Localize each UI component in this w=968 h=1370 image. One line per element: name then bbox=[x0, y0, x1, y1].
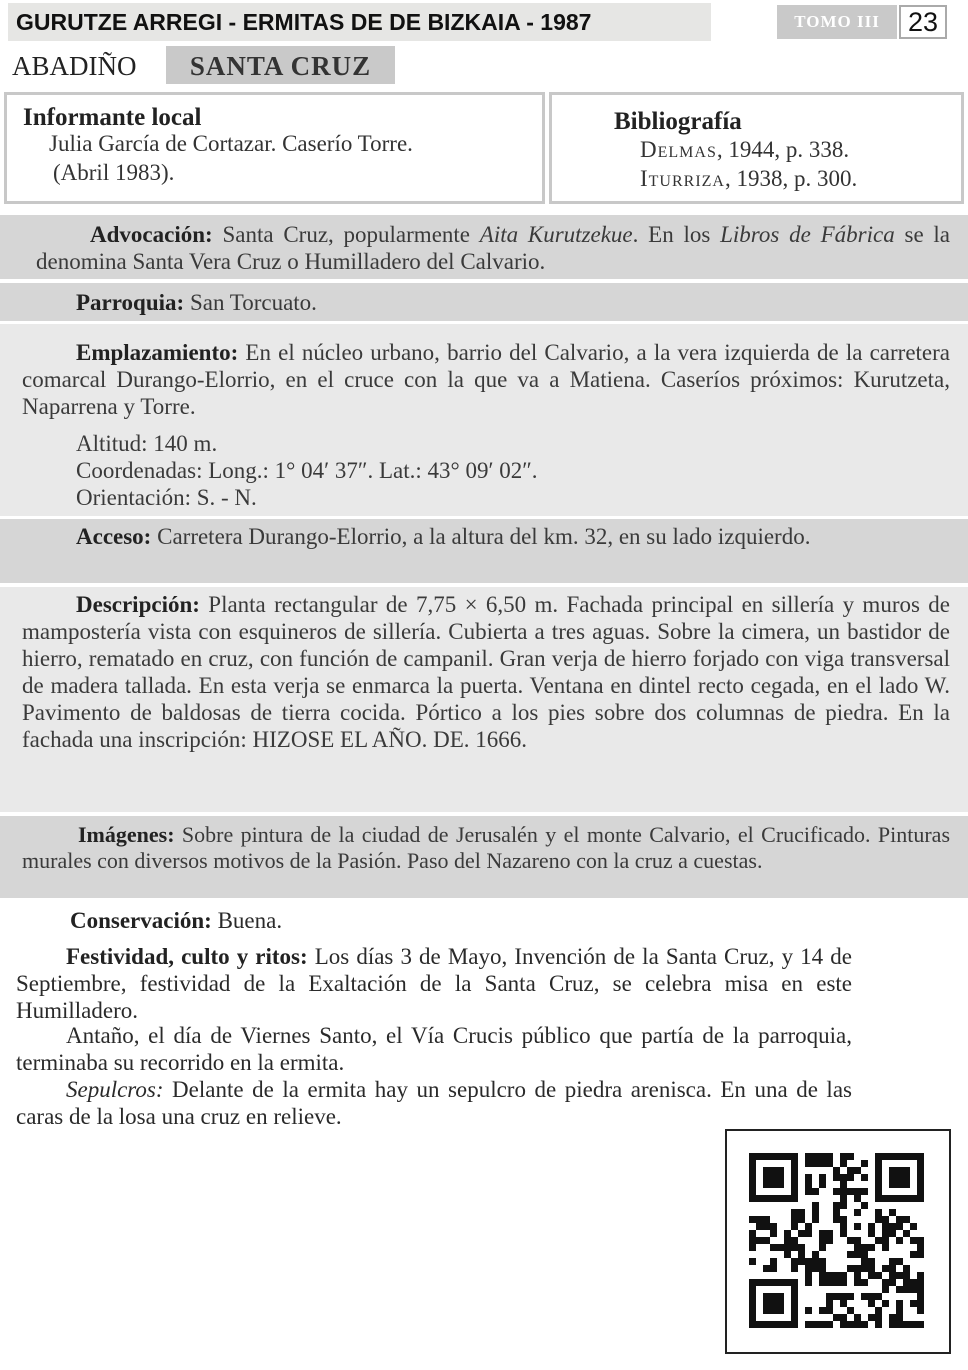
festividad-value: Los días 3 de Mayo, Invención de la Santa Cruz, y 14 de Septiembre, festividad de la Exaltación de la Santa Cruz, se celebra misa en este Humilladero. bbox=[16, 944, 852, 1023]
parroquia-label: Parroquia: bbox=[76, 290, 185, 315]
bibliography-ref-1 bbox=[640, 135, 849, 165]
orientacion: Orientación: S. - N. bbox=[76, 485, 257, 510]
advocacion-label: Advocación: bbox=[90, 222, 213, 247]
imagenes-section bbox=[0, 816, 968, 898]
acceso-value: Carretera Durango-Elorrio, a la altura del km. 32, en su lado izquierdo. bbox=[151, 524, 811, 549]
advocacion-popular-name: Aita Kurutzekue bbox=[479, 222, 633, 247]
imagenes-value: Sobre pintura de la ciudad de Jerusalén y el monte Calvario, el Crucificado. Pinturas murales con diversos motivos de la Pasión. Paso del Nazareno con la cruz a cuestas. bbox=[22, 822, 950, 873]
conservacion-value: Buena. bbox=[211, 908, 283, 933]
informant-line-1: Julia García de Cortazar. Caserío Torre. bbox=[49, 131, 413, 156]
advocacion-section bbox=[0, 215, 968, 279]
acceso-section bbox=[0, 519, 968, 583]
bibliography-heading: Bibliografía bbox=[614, 108, 742, 135]
parroquia-value: San Torcuato. bbox=[184, 290, 317, 315]
festividad-paragraph-2: Antaño, el día de Viernes Santo, el Vía Crucis público que partía de la parroquia, terminaba su recorrido en la ermita. bbox=[16, 1023, 852, 1075]
festividad-label: Festividad, culto y ritos: bbox=[66, 944, 308, 969]
emplazamiento-text bbox=[22, 339, 950, 420]
volume-label: TOMO III bbox=[777, 5, 897, 39]
sepulcros-label: Sepulcros: bbox=[66, 1077, 164, 1102]
informant-box bbox=[4, 92, 545, 204]
informant-heading: Informante local bbox=[23, 104, 202, 131]
informant-line-2: (Abril 1983). bbox=[53, 160, 175, 185]
descripcion-value: Planta rectangular de 7,75 × 6,50 m. Fachada principal en sillería y muros de mampostería vista con esquineros de sillería. Cubierta a tres aguas. Sobre la cimera, un bastidor de hierro, rematado en cruz, con función de campanil. Gran verja de hierro forjado con viga transversal de madera tallada. En esta verja se enmarca la puerta. Ventana en dintel recto cegada, en el lado W. Pavimento de baldosas de tierra cocida. Pórtico a los pies sobre dos columnas de piedra. En la fachada una inscripción: HIZOSE EL AÑO. DE. 1666. bbox=[22, 592, 950, 752]
advocacion-t1: Santa Cruz, popularmente bbox=[212, 222, 480, 247]
advocacion-text bbox=[36, 221, 950, 275]
parroquia-text bbox=[22, 289, 950, 316]
ref-2-author: Iturriza bbox=[640, 166, 725, 191]
document-title: GURUTZE ARREGI - ERMITAS DE DE BIZKAIA - 1987 bbox=[8, 3, 711, 41]
coordenadas: Coordenadas: Long.: 1° 04′ 37″. Lat.: 43° 09′ 02″. bbox=[76, 458, 538, 483]
ref-1-author: Delmas bbox=[640, 137, 717, 162]
descripcion-text bbox=[22, 591, 950, 753]
ref-1-detail: , 1944, p. 338. bbox=[716, 137, 850, 162]
page-number: 23 bbox=[899, 5, 947, 39]
acceso-label: Acceso: bbox=[76, 524, 152, 549]
imagenes-text bbox=[22, 822, 950, 874]
parroquia-section bbox=[0, 283, 968, 321]
bibliography-box bbox=[549, 92, 964, 204]
qr-code-graphic bbox=[727, 1131, 949, 1352]
imagenes-label: Imágenes: bbox=[78, 822, 175, 847]
emplazamiento-label: Emplazamiento: bbox=[76, 340, 239, 365]
descripcion-section bbox=[0, 587, 968, 812]
emplazamiento-section bbox=[0, 324, 968, 516]
descripcion-label: Descripción: bbox=[76, 592, 200, 617]
ref-2-detail: , 1938, p. 300. bbox=[725, 166, 858, 191]
qr-code-icon[interactable] bbox=[725, 1129, 951, 1354]
hermitage-name: SANTA CRUZ bbox=[166, 46, 395, 84]
emplazamiento-value: En el núcleo urbano, barrio del Calvario, a la vera izquierda de la carretera comarcal Durango-Elorrio, en el cruce con la que va a Matiena. Caseríos próximos: Kurutzeta, Naparrena y Torre. bbox=[22, 340, 950, 419]
conservacion-text bbox=[16, 907, 906, 934]
sepulcros-value: Delante de la ermita hay un sepulcro de piedra arenisca. En una de las caras de la losa una cruz en relieve. bbox=[16, 1077, 852, 1129]
advocacion-t3: se la denomina Santa Vera Cruz o Humilladero del Calvario. bbox=[36, 222, 951, 274]
festividad-text bbox=[16, 943, 852, 1024]
conservacion-label: Conservación: bbox=[70, 908, 212, 933]
sepulcros-text bbox=[16, 1076, 852, 1130]
bibliography-ref-2 bbox=[640, 164, 857, 194]
acceso-text bbox=[22, 523, 950, 550]
advocacion-source: Libros de Fábrica bbox=[720, 222, 895, 247]
altitud: Altitud: 140 m. bbox=[76, 431, 218, 456]
advocacion-t2: . En los bbox=[632, 222, 721, 247]
town-name: ABADIÑO bbox=[12, 51, 137, 81]
